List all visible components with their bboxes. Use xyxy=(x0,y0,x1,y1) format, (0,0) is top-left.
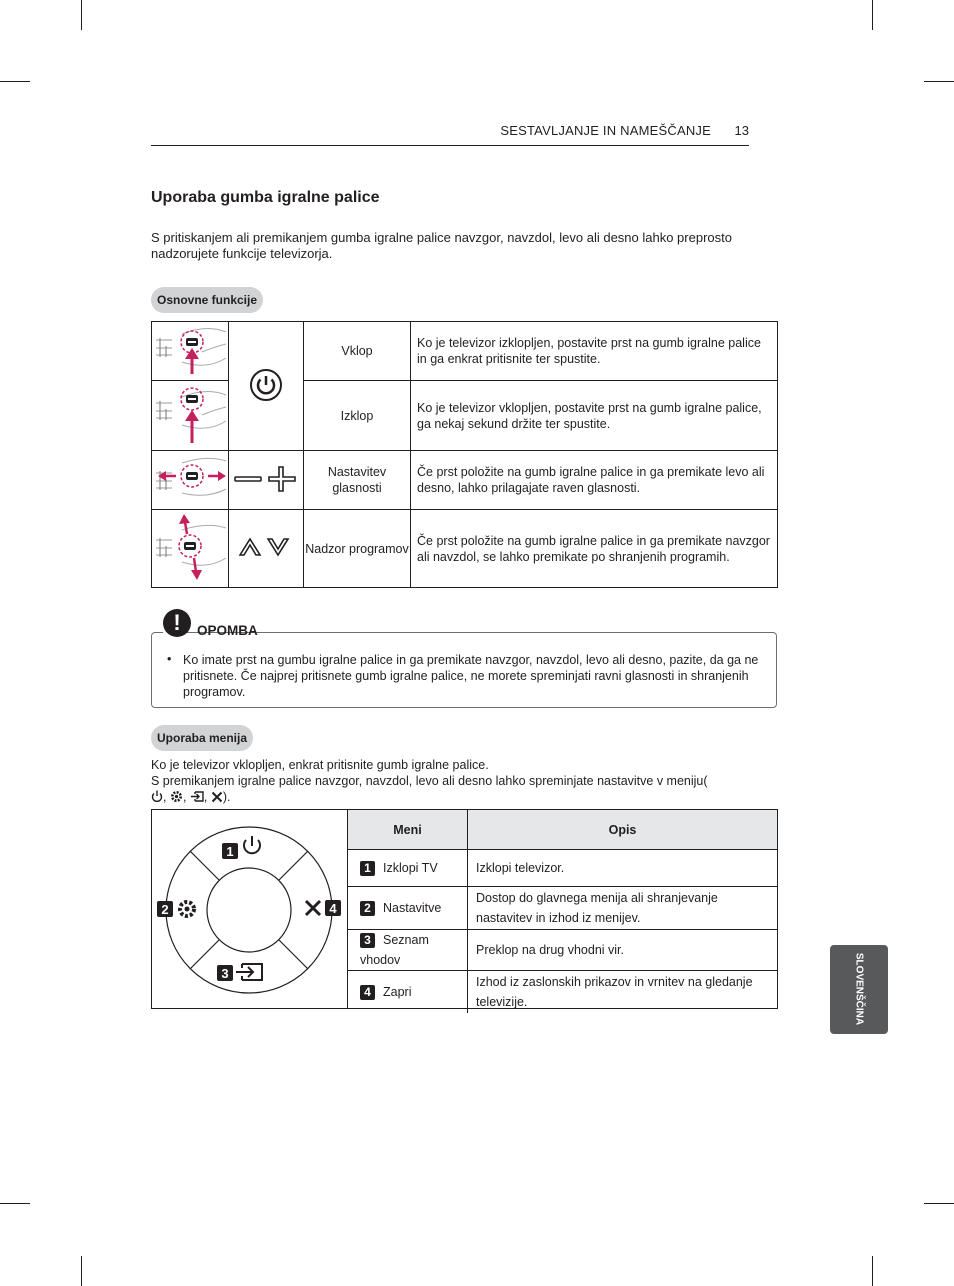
note-title: OPOMBA xyxy=(197,623,258,638)
diagram-label: 4 xyxy=(329,901,337,916)
program-symbol-cell xyxy=(229,510,304,588)
crop-mark xyxy=(924,1203,954,1204)
menu-item-4-marker xyxy=(306,900,341,916)
menu-name: Zapri xyxy=(383,984,412,999)
intro-paragraph: S pritiskanjem ali premikanjem gumba igralne palice navzgor, navzdol, levo ali desno lahko preprosto nadzorujete funkcije televizorja. xyxy=(151,230,732,261)
function-description: Če prst položite na gumb igralne palice in ga premikate levo ali desno, lahko prilagajate raven glasnosti. xyxy=(411,451,778,510)
diagram-label: 2 xyxy=(161,902,169,917)
menu-description: Izklopi televizor. xyxy=(468,850,778,887)
menu-name: Izklopi TV xyxy=(383,861,438,875)
crop-mark xyxy=(0,81,30,82)
section-title: Uporaba gumba igralne palice xyxy=(151,189,380,206)
menu-usage-pill: Uporaba menija xyxy=(151,725,253,751)
minus-plus-icon xyxy=(233,464,299,494)
function-name: Vklop xyxy=(304,322,411,381)
menu-description: Dostop do glavnega menija ali shranjevanje nastavitev in izhod iz menijev. xyxy=(468,887,778,930)
joystick-left-right-illustration xyxy=(152,451,229,510)
diagram-label: 3 xyxy=(221,966,229,981)
crop-mark xyxy=(0,1203,30,1204)
header-section-title: SESTAVLJANJE IN NAMEŠČANJE xyxy=(500,123,711,138)
menu-intro-end: ). xyxy=(222,790,231,804)
menu-name-cell xyxy=(348,971,468,1013)
menu-intro xyxy=(151,757,771,805)
table-row xyxy=(348,850,777,887)
menu-name: Seznam vhodov xyxy=(360,933,429,967)
menu-name-cell xyxy=(348,930,468,971)
gear-icon xyxy=(180,902,194,916)
joystick-menu-diagram xyxy=(152,810,348,1008)
language-side-tab xyxy=(830,945,888,1034)
gear-icon xyxy=(170,790,183,803)
basic-functions-pill: Osnovne funkcije xyxy=(151,287,263,313)
menu-intro-icons: , , , ). xyxy=(151,789,771,805)
page-number: 13 xyxy=(734,123,749,138)
function-description: Ko je televizor izklopljen, postavite prst na gumb igralne palice in ga enkrat pritisnite ter spustite. xyxy=(411,322,778,381)
function-description: Ko je televizor vklopljen, postavite prst na gumb igralne palice, ga nekaj sekund držite ter spustite. xyxy=(411,381,778,451)
input-icon xyxy=(190,790,204,803)
function-name: Nadzor programov xyxy=(304,510,411,588)
power-icon xyxy=(249,368,283,402)
table-row xyxy=(152,451,778,510)
menu-item-3-marker xyxy=(217,964,262,981)
crop-mark xyxy=(872,1256,873,1286)
menu-intro-line: Ko je televizor vklopljen, enkrat pritisnite gumb igralne palice. xyxy=(151,758,489,772)
function-name: Nastavitev glasnosti xyxy=(304,451,411,510)
close-icon xyxy=(211,791,223,803)
menu-item-1-marker xyxy=(222,836,260,859)
warning-icon: ! xyxy=(163,609,191,637)
page-header xyxy=(151,123,749,146)
joystick-hold-illustration xyxy=(152,381,229,451)
table-row xyxy=(152,510,778,588)
table-row xyxy=(348,971,777,1013)
close-icon xyxy=(306,901,320,915)
joystick-press-illustration xyxy=(152,322,229,381)
power-symbol-cell xyxy=(229,322,304,451)
crop-mark xyxy=(872,0,873,30)
up-down-chevron-icon xyxy=(238,535,294,559)
number-badge: 4 xyxy=(360,985,375,1000)
number-badge: 2 xyxy=(360,901,375,916)
note-text: Ko imate prst na gumbu igralne palice in ga premikate navzgor, navzdol, levo ali desno, pazite, da ga ne pritisnete. Če najprej pritisnete gumb igralne palice, ne morete spreminjati ravni glasnosti in shranjenih programov. xyxy=(183,653,759,699)
menu-table-box xyxy=(151,809,778,1009)
menu-item-2-marker xyxy=(157,901,194,917)
menu-table xyxy=(348,810,777,1013)
language-label: SLOVENŠČINA xyxy=(853,952,865,1026)
bullet: • xyxy=(167,652,172,666)
input-icon xyxy=(236,964,262,980)
menu-name: Nastavitve xyxy=(383,901,442,915)
menu-description: Preklop na drug vhodni vir. xyxy=(468,930,778,971)
table-row xyxy=(348,930,777,971)
diagram-label: 1 xyxy=(226,844,234,859)
table-row xyxy=(152,322,778,381)
number-badge: 3 xyxy=(360,933,375,948)
menu-description: Izhod iz zaslonskih prikazov in vrnitev na gledanje televizije. xyxy=(468,971,778,1013)
joystick-up-down-illustration xyxy=(152,510,229,588)
table-row xyxy=(348,887,777,930)
column-header: Opis xyxy=(468,810,778,850)
table-header-row xyxy=(348,810,777,850)
function-description: Če prst položite na gumb igralne palice in ga premikate navzgor ali navzdol, se lahko premikate po shranjenih programih. xyxy=(411,510,778,588)
volume-symbol-cell xyxy=(229,451,304,510)
note-header xyxy=(163,609,258,649)
crop-mark xyxy=(924,81,954,82)
menu-name-cell xyxy=(348,887,468,930)
menu-intro-line: S premikanjem igralne palice navzgor, navzdol, levo ali desno lahko spreminjate nastavitve v meniju( xyxy=(151,774,708,788)
menu-name-cell xyxy=(348,850,468,887)
crop-mark xyxy=(81,1256,82,1286)
number-badge: 1 xyxy=(360,861,375,876)
crop-mark xyxy=(81,0,82,30)
column-header: Meni xyxy=(348,810,468,850)
basic-functions-table xyxy=(151,321,778,588)
function-name: Izklop xyxy=(304,381,411,451)
power-icon xyxy=(151,790,163,803)
power-icon xyxy=(244,836,260,853)
